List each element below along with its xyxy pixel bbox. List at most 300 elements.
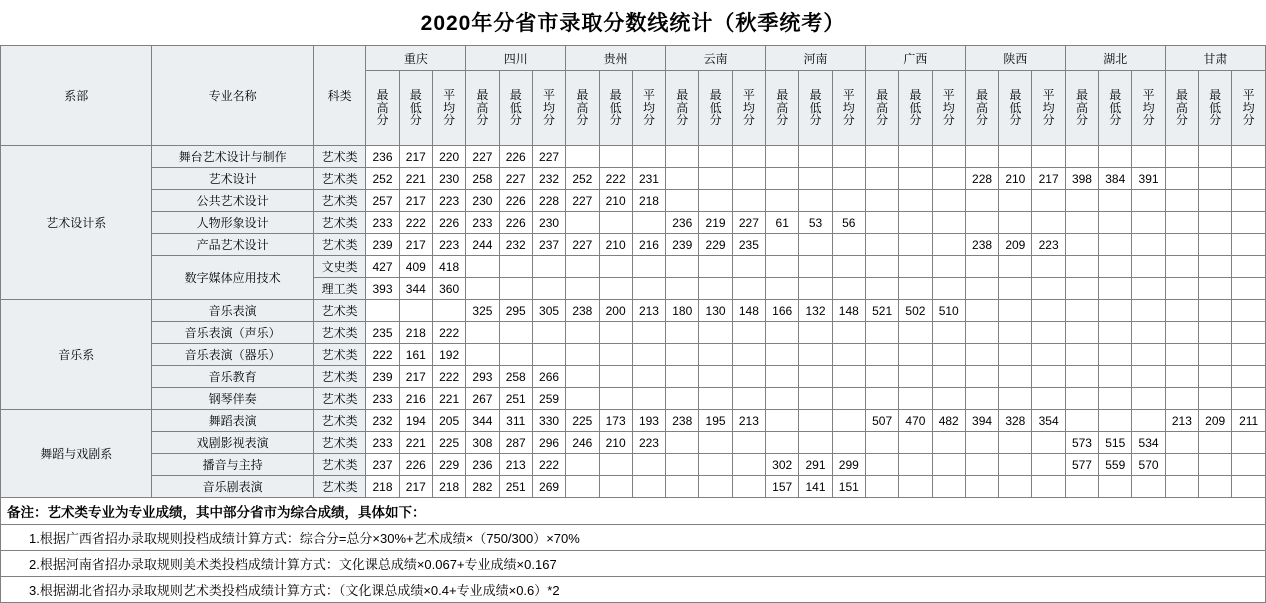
score-cell [865, 366, 898, 388]
score-cell [699, 388, 732, 410]
score-cell [865, 190, 898, 212]
score-cell: 427 [366, 256, 399, 278]
header-stat: 最 低 分 [399, 71, 432, 146]
score-cell: 521 [865, 300, 898, 322]
score-cell [932, 432, 965, 454]
major-cell: 公共艺术设计 [152, 190, 313, 212]
score-cell [865, 256, 898, 278]
score-cell [1099, 256, 1132, 278]
score-cell: 227 [732, 212, 765, 234]
score-cell: 226 [399, 454, 432, 476]
score-cell: 237 [532, 234, 565, 256]
header-stat: 平 均 分 [1232, 71, 1266, 146]
score-cell [599, 344, 632, 366]
score-cell [732, 168, 765, 190]
score-cell [632, 256, 665, 278]
score-cell [799, 410, 832, 432]
score-cell: 180 [666, 300, 699, 322]
score-cell: 233 [366, 432, 399, 454]
major-cell: 产品艺术设计 [152, 234, 313, 256]
score-cell: 132 [799, 300, 832, 322]
score-cell: 222 [532, 454, 565, 476]
table-row [1, 300, 1266, 322]
score-cell: 282 [466, 476, 499, 498]
score-cell: 225 [432, 432, 465, 454]
score-cell [1232, 146, 1266, 168]
score-cell [1132, 366, 1165, 388]
score-cell [899, 212, 932, 234]
score-cell [799, 278, 832, 300]
major-cell: 舞蹈表演 [152, 410, 313, 432]
score-cell [1099, 476, 1132, 498]
score-cell: 515 [1099, 432, 1132, 454]
score-cell [1199, 388, 1232, 410]
score-cell [1032, 388, 1065, 410]
category-cell: 艺术类 [313, 190, 365, 212]
category-cell: 艺术类 [313, 322, 365, 344]
score-cell [932, 168, 965, 190]
score-cell: 200 [599, 300, 632, 322]
score-cell: 328 [999, 410, 1032, 432]
score-cell [532, 256, 565, 278]
score-cell [1165, 388, 1198, 410]
score-cell: 130 [699, 300, 732, 322]
score-cell [1032, 366, 1065, 388]
score-cell [1199, 190, 1232, 212]
header-province: 河南 [766, 46, 866, 71]
header-province: 陕西 [965, 46, 1065, 71]
score-cell [499, 278, 532, 300]
score-cell: 217 [399, 190, 432, 212]
score-cell [1232, 432, 1266, 454]
score-cell: 166 [766, 300, 799, 322]
score-cell [865, 212, 898, 234]
header-province: 四川 [466, 46, 566, 71]
table-row [1, 454, 1266, 476]
score-cell: 237 [366, 454, 399, 476]
score-cell: 56 [832, 212, 865, 234]
major-cell: 音乐表演 [152, 300, 313, 322]
score-cell [999, 366, 1032, 388]
score-cell [666, 256, 699, 278]
score-cell: 259 [532, 388, 565, 410]
score-cell [566, 256, 599, 278]
score-cell [832, 432, 865, 454]
score-cell: 228 [965, 168, 998, 190]
score-cell [1199, 256, 1232, 278]
score-cell [1132, 344, 1165, 366]
score-cell: 148 [732, 300, 765, 322]
score-cell [1132, 146, 1165, 168]
score-cell [766, 256, 799, 278]
score-cell [865, 234, 898, 256]
header-stat: 最 低 分 [599, 71, 632, 146]
table-row [1, 322, 1266, 344]
score-cell: 235 [732, 234, 765, 256]
score-cell [732, 476, 765, 498]
score-cell [999, 190, 1032, 212]
score-cell [666, 146, 699, 168]
score-cell: 360 [432, 278, 465, 300]
score-cell [899, 322, 932, 344]
category-cell: 艺术类 [313, 410, 365, 432]
score-cell [599, 212, 632, 234]
category-cell: 艺术类 [313, 234, 365, 256]
score-cell: 235 [366, 322, 399, 344]
category-cell: 艺术类 [313, 366, 365, 388]
score-cell: 238 [666, 410, 699, 432]
header-province: 甘肃 [1165, 46, 1265, 71]
score-cell: 570 [1132, 454, 1165, 476]
score-cell: 233 [366, 212, 399, 234]
score-cell [1065, 410, 1098, 432]
score-cell [932, 278, 965, 300]
score-cell [865, 454, 898, 476]
score-cell [699, 146, 732, 168]
score-cell [1032, 454, 1065, 476]
score-cell [732, 366, 765, 388]
score-cell [1032, 476, 1065, 498]
score-cell: 217 [399, 146, 432, 168]
score-cell: 223 [432, 190, 465, 212]
score-cell [599, 454, 632, 476]
score-cell: 227 [532, 146, 565, 168]
score-cell [1065, 388, 1098, 410]
score-cell: 239 [666, 234, 699, 256]
score-cell: 510 [932, 300, 965, 322]
score-cell: 258 [499, 366, 532, 388]
score-cell [1065, 344, 1098, 366]
score-cell: 61 [766, 212, 799, 234]
score-cell [799, 366, 832, 388]
score-cell: 232 [532, 168, 565, 190]
category-cell: 艺术类 [313, 432, 365, 454]
score-cell: 258 [466, 168, 499, 190]
score-cell [366, 300, 399, 322]
score-cell [1065, 190, 1098, 212]
score-cell [1065, 300, 1098, 322]
score-cell: 573 [1065, 432, 1098, 454]
score-cell [766, 278, 799, 300]
score-cell: 559 [1099, 454, 1132, 476]
score-cell: 220 [432, 146, 465, 168]
score-cell [666, 366, 699, 388]
score-cell: 409 [399, 256, 432, 278]
header-stat: 平 均 分 [1032, 71, 1065, 146]
score-cell: 226 [499, 190, 532, 212]
score-cell: 225 [566, 410, 599, 432]
score-cell [865, 476, 898, 498]
score-cell [1232, 278, 1266, 300]
score-cell [932, 322, 965, 344]
score-cell [1165, 476, 1198, 498]
score-cell: 161 [399, 344, 432, 366]
score-cell [899, 344, 932, 366]
score-cell [965, 278, 998, 300]
score-cell [1099, 212, 1132, 234]
score-cell: 148 [832, 300, 865, 322]
score-cell [799, 234, 832, 256]
score-cell: 211 [1232, 410, 1266, 432]
score-cell [1199, 212, 1232, 234]
score-cell [932, 190, 965, 212]
score-cell [1165, 278, 1198, 300]
score-cell [932, 212, 965, 234]
header-province: 云南 [666, 46, 766, 71]
dept-cell: 艺术设计系 [1, 146, 152, 300]
major-cell: 播音与主持 [152, 454, 313, 476]
score-cell [566, 388, 599, 410]
score-cell: 227 [566, 190, 599, 212]
score-cell [1032, 278, 1065, 300]
score-cell [566, 322, 599, 344]
score-cell [932, 476, 965, 498]
score-cell [1132, 476, 1165, 498]
score-cell [566, 146, 599, 168]
score-cell: 384 [1099, 168, 1132, 190]
notes-heading: 备注：艺术类专业为专业成绩，其中部分省市为综合成绩，具体如下： [0, 498, 1266, 525]
score-cell [865, 388, 898, 410]
header-stat: 最 低 分 [499, 71, 532, 146]
score-cell: 470 [899, 410, 932, 432]
score-cell: 233 [366, 388, 399, 410]
category-cell: 文史类 [313, 256, 365, 278]
score-cell [1132, 410, 1165, 432]
table-body [1, 146, 1266, 498]
table-row [1, 476, 1266, 498]
score-cell [1032, 344, 1065, 366]
score-cell [1132, 322, 1165, 344]
score-cell [1165, 344, 1198, 366]
score-cell [599, 278, 632, 300]
score-cell [1199, 300, 1232, 322]
score-cell [1065, 234, 1098, 256]
category-cell: 艺术类 [313, 168, 365, 190]
score-cell: 195 [699, 410, 732, 432]
score-cell: 308 [466, 432, 499, 454]
score-cell [832, 256, 865, 278]
score-cell [766, 344, 799, 366]
score-cell [1065, 476, 1098, 498]
score-cell: 344 [399, 278, 432, 300]
score-cell: 223 [432, 234, 465, 256]
score-cell [965, 366, 998, 388]
score-cell: 229 [699, 234, 732, 256]
score-cell [1232, 212, 1266, 234]
major-cell: 艺术设计 [152, 168, 313, 190]
score-cell [666, 278, 699, 300]
score-cell [1099, 278, 1132, 300]
score-cell: 221 [432, 388, 465, 410]
score-cell: 251 [499, 476, 532, 498]
score-cell [999, 476, 1032, 498]
score-cell [832, 410, 865, 432]
score-cell [599, 146, 632, 168]
score-cell: 141 [799, 476, 832, 498]
score-cell [999, 432, 1032, 454]
score-cell [732, 256, 765, 278]
score-cell: 210 [599, 432, 632, 454]
score-cell [832, 168, 865, 190]
score-cell [1199, 168, 1232, 190]
score-cell [1032, 146, 1065, 168]
score-cell [1165, 212, 1198, 234]
score-cell [865, 322, 898, 344]
score-cell [1165, 168, 1198, 190]
score-cell [532, 278, 565, 300]
header-stat: 最 高 分 [865, 71, 898, 146]
score-cell [1032, 212, 1065, 234]
score-cell [699, 190, 732, 212]
table-row [1, 366, 1266, 388]
score-cell [932, 256, 965, 278]
score-cell [766, 410, 799, 432]
score-cell [1099, 366, 1132, 388]
score-cell [1232, 168, 1266, 190]
score-cell [599, 388, 632, 410]
score-cell [699, 432, 732, 454]
category-cell: 艺术类 [313, 476, 365, 498]
score-cell: 222 [432, 366, 465, 388]
score-cell: 222 [366, 344, 399, 366]
score-cell: 222 [599, 168, 632, 190]
score-cell [699, 278, 732, 300]
header-stat: 平 均 分 [1132, 71, 1165, 146]
score-cell [832, 234, 865, 256]
score-cell [632, 366, 665, 388]
header-province: 湖北 [1065, 46, 1165, 71]
score-cell [1165, 432, 1198, 454]
score-cell: 210 [999, 168, 1032, 190]
score-cell [1132, 212, 1165, 234]
score-cell [1232, 388, 1266, 410]
score-cell [732, 146, 765, 168]
score-cell: 244 [466, 234, 499, 256]
score-cell [999, 256, 1032, 278]
score-cell: 266 [532, 366, 565, 388]
score-cell: 502 [899, 300, 932, 322]
score-cell [566, 454, 599, 476]
score-cell: 482 [932, 410, 965, 432]
score-cell: 223 [1032, 234, 1065, 256]
score-cell [1232, 234, 1266, 256]
note-item-3: 3.根据湖北省招办录取规则艺术类投档成绩计算方式：（文化课总成绩×0.4+专业成绩×0.6）*2 [0, 577, 1266, 603]
score-cell: 230 [532, 212, 565, 234]
score-cell [566, 476, 599, 498]
score-cell: 221 [399, 168, 432, 190]
score-cell: 227 [499, 168, 532, 190]
score-cell [1165, 234, 1198, 256]
score-cell [1065, 366, 1098, 388]
score-cell [632, 454, 665, 476]
score-cell [999, 300, 1032, 322]
category-cell: 艺术类 [313, 300, 365, 322]
score-cell [832, 322, 865, 344]
score-cell [666, 168, 699, 190]
category-cell: 艺术类 [313, 146, 365, 168]
score-cell [1099, 344, 1132, 366]
score-cell: 239 [366, 366, 399, 388]
score-cell: 391 [1132, 168, 1165, 190]
score-cell: 398 [1065, 168, 1098, 190]
score-cell [865, 168, 898, 190]
score-cell [799, 432, 832, 454]
score-cell [965, 344, 998, 366]
score-cell [1165, 366, 1198, 388]
score-cell [699, 476, 732, 498]
score-cell [699, 344, 732, 366]
score-cell: 394 [965, 410, 998, 432]
header-dept: 系部 [1, 46, 152, 146]
score-cell: 213 [499, 454, 532, 476]
header-stat: 最 低 分 [1199, 71, 1232, 146]
score-cell [1065, 322, 1098, 344]
header-stat: 平 均 分 [432, 71, 465, 146]
score-cell [466, 344, 499, 366]
score-cell [532, 322, 565, 344]
header-row-provinces [1, 46, 1266, 71]
score-cell [466, 256, 499, 278]
note-item-2: 2.根据河南省招办录取规则美术类投档成绩计算方式：文化课总成绩×0.067+专业成绩×0.167 [0, 551, 1266, 577]
score-cell [1132, 300, 1165, 322]
score-cell [566, 278, 599, 300]
score-cell [932, 344, 965, 366]
header-stat: 平 均 分 [532, 71, 565, 146]
score-cell: 269 [532, 476, 565, 498]
major-cell: 人物形象设计 [152, 212, 313, 234]
table-row [1, 256, 1266, 278]
score-cell [1065, 146, 1098, 168]
score-cell: 293 [466, 366, 499, 388]
score-cell: 223 [632, 432, 665, 454]
score-cell [999, 212, 1032, 234]
note-item-1: 1.根据广西省招办录取规则投档成绩计算方式：综合分=总分×30%+艺术成绩×（750/300）×70% [0, 525, 1266, 551]
score-cell [899, 146, 932, 168]
score-cell [832, 146, 865, 168]
score-cell: 305 [532, 300, 565, 322]
score-cell: 236 [666, 212, 699, 234]
score-cell: 236 [366, 146, 399, 168]
score-cell [666, 432, 699, 454]
category-cell: 理工类 [313, 278, 365, 300]
score-cell [999, 322, 1032, 344]
header-province: 广西 [865, 46, 965, 71]
score-cell [466, 278, 499, 300]
score-cell: 229 [432, 454, 465, 476]
table-head [1, 46, 1266, 146]
score-cell [1199, 476, 1232, 498]
header-major: 专业名称 [152, 46, 313, 146]
score-cell: 227 [466, 146, 499, 168]
score-cell: 157 [766, 476, 799, 498]
major-cell: 音乐剧表演 [152, 476, 313, 498]
score-cell [632, 278, 665, 300]
score-cell [1032, 432, 1065, 454]
table-row [1, 146, 1266, 168]
score-cell [1199, 278, 1232, 300]
score-cell: 193 [632, 410, 665, 432]
score-cell [1165, 300, 1198, 322]
score-cell [999, 146, 1032, 168]
score-cell [799, 322, 832, 344]
major-cell: 音乐教育 [152, 366, 313, 388]
score-cell: 257 [366, 190, 399, 212]
score-cell [932, 366, 965, 388]
score-cell [965, 256, 998, 278]
score-cell: 344 [466, 410, 499, 432]
score-cell: 287 [499, 432, 532, 454]
score-cell [1099, 146, 1132, 168]
